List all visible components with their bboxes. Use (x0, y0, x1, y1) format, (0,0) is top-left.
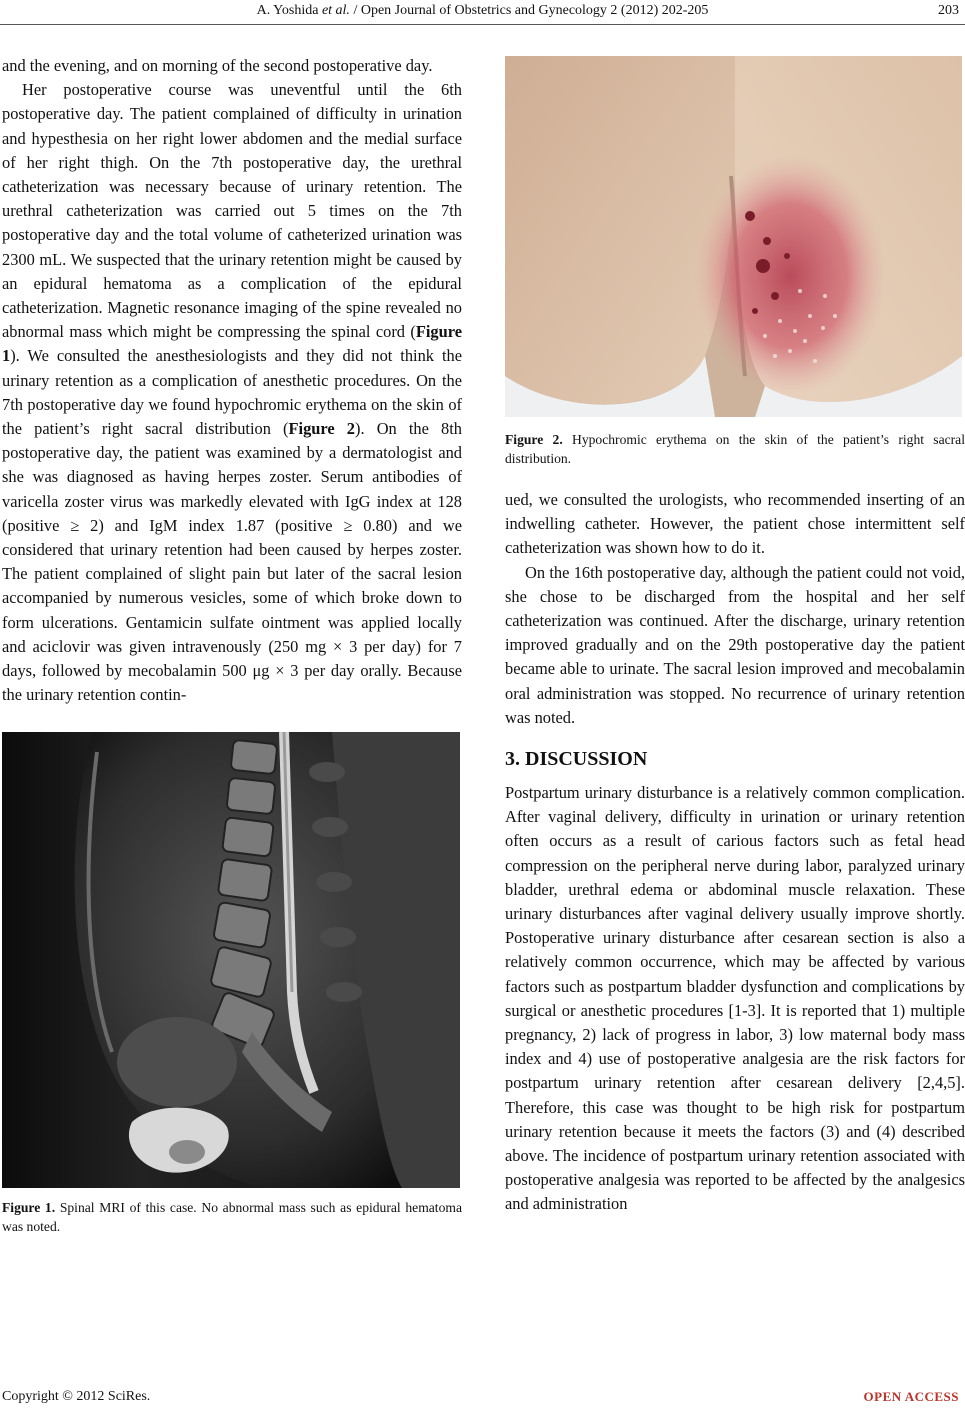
figure2-reference: Figure 2 (288, 419, 355, 439)
figure1-caption (2, 1198, 462, 1236)
figure1-reference: Figure 1 (2, 322, 462, 366)
figure2-caption-text: Hypochromic erythema on the skin of the patient’s right sacral distribution. (505, 432, 965, 466)
figure1-caption-text: Spinal MRI of this case. No abnormal mass such as epidural hematoma was noted. (2, 1200, 462, 1235)
spinal-mri-illustration (2, 732, 460, 1188)
paragraph-discharge: On the 16th postoperative day, although the patient could not void, she chose to be discharged from the hospital and her self catheterization was continued. After the discharge, urinary retention improved gradually and on the 29th postoperative day the patient became able to urinate. The sacral lesion improved and mecobalamin oral administration was stopped. No recurrence of urinary retention was noted. (505, 562, 965, 727)
header-citation (0, 3, 965, 19)
section-heading-discussion: 3. DISCUSSION (505, 748, 648, 771)
running-header (0, 0, 965, 25)
figure2-caption (505, 430, 965, 468)
page-number: 203 (938, 3, 959, 18)
figure2-label: Figure 2. (505, 432, 563, 447)
paragraph-continued: and the evening, and on morning of the second postoperative day. (2, 56, 433, 75)
figure1-mri-image (2, 732, 460, 1188)
paragraph-postoperative-course (2, 78, 462, 707)
paragraph-urologists: ued, we consulted the urologists, who recommended inserting of an indwelling catheter. However, the patient chose intermittent self catheterization was shown how to do it. (505, 490, 965, 558)
para2-text-c: ). On the 8th postoperative day, the patient was examined by a dermatologist and she was diagnosed as having herpes zoster. Serum antibodies of varicella zoster virus was markedly elevated with IgG index at 128 (positive ≥ 2) and IgM index 1.87 (positive ≥ 0.80) and we considered that urinary retention had been caused by herpes zoster. The patient complained of slight pain but later of the sacral lesion accompanied by numerous vesicles, some of which broke down to form ulcerations. Gentamicin sulfate ointment was applied locally and aciclovir was given intravenously (250 mg × 3 per day) for 7 days, followed by mecobalamin 500 μg × 3 per day orally. Because the urinary retention contin- (2, 419, 462, 705)
header-authors: A. Yoshida (256, 3, 319, 18)
right-column (505, 56, 965, 1217)
header-etal: et al. (321, 3, 350, 18)
paragraph-discussion: Postpartum urinary disturbance is a relatively common complication. After vaginal delivery, difficulty in urination or urinary retention often occurs as a result of carious factors such as fetal head compression on the peripheral nerve during labor, paralyzed urinary bladder, urethral edema or abdominal muscle relaxation. These urinary disturbances after vaginal delivery usually improve shortly. Postoperative urinary disturbance after cesarean section is also a relatively common occurrence, which may be affected by various factors such as postpartum bladder dysfunction and complications by surgical or anesthetic procedures [1-3]. It is reported that 1) multiple pregnancy, 2) lack of progress in labor, 3) low maternal body mass index and 4) use of postoperative analgesia are the risk factors for postpartum urinary retention after cesarean delivery [2,4,5]. Therefore, this case was thought to be high risk for postpartum urinary retention because it meets the factors (3) and (4) described above. The incidence of postpartum urinary retention associated with postoperative analgesia was reported to be affected by the analgesics and administration (505, 783, 965, 1214)
figure2-skin-photo (505, 56, 962, 417)
footer-open-access: OPEN ACCESS (863, 1389, 959, 1404)
left-column (2, 54, 462, 1236)
sacral-erythema-illustration (505, 56, 962, 417)
para2-text-a: Her postoperative course was uneventful until the 6th postoperative day. The patient complained of difficulty in urination and hypesthesia on her right lower abdomen and the medial surface of her right thigh. On the 7th postoperative day, the urethral catheterization was necessary because of urinary retention. The urethral catheterization was carried out 5 times on the 7th postoperative day and the total volume of catheterized urination was 2300 mL. We suspected that the urinary retention might be caused by an epidural hematoma as a complication of the epidural catheterization. Magnetic resonance imaging of the spine revealed no abnormal mass which might be compressing the spinal cord ( (2, 80, 462, 342)
header-journal: / Open Journal of Obstetrics and Gynecology 2 (2012) 202-205 (353, 3, 709, 18)
para2-text-b: ). We consulted the anesthesiologists and they did not think the urinary retention as a complication of anesthetic procedures. On the 7th postoperative day we found hypochromic erythema on the skin of the patient’s right sacral distribution ( (2, 346, 462, 439)
figure1-label: Figure 1. (2, 1200, 56, 1216)
footer-copyright: Copyright © 2012 SciRes. (2, 1389, 151, 1404)
